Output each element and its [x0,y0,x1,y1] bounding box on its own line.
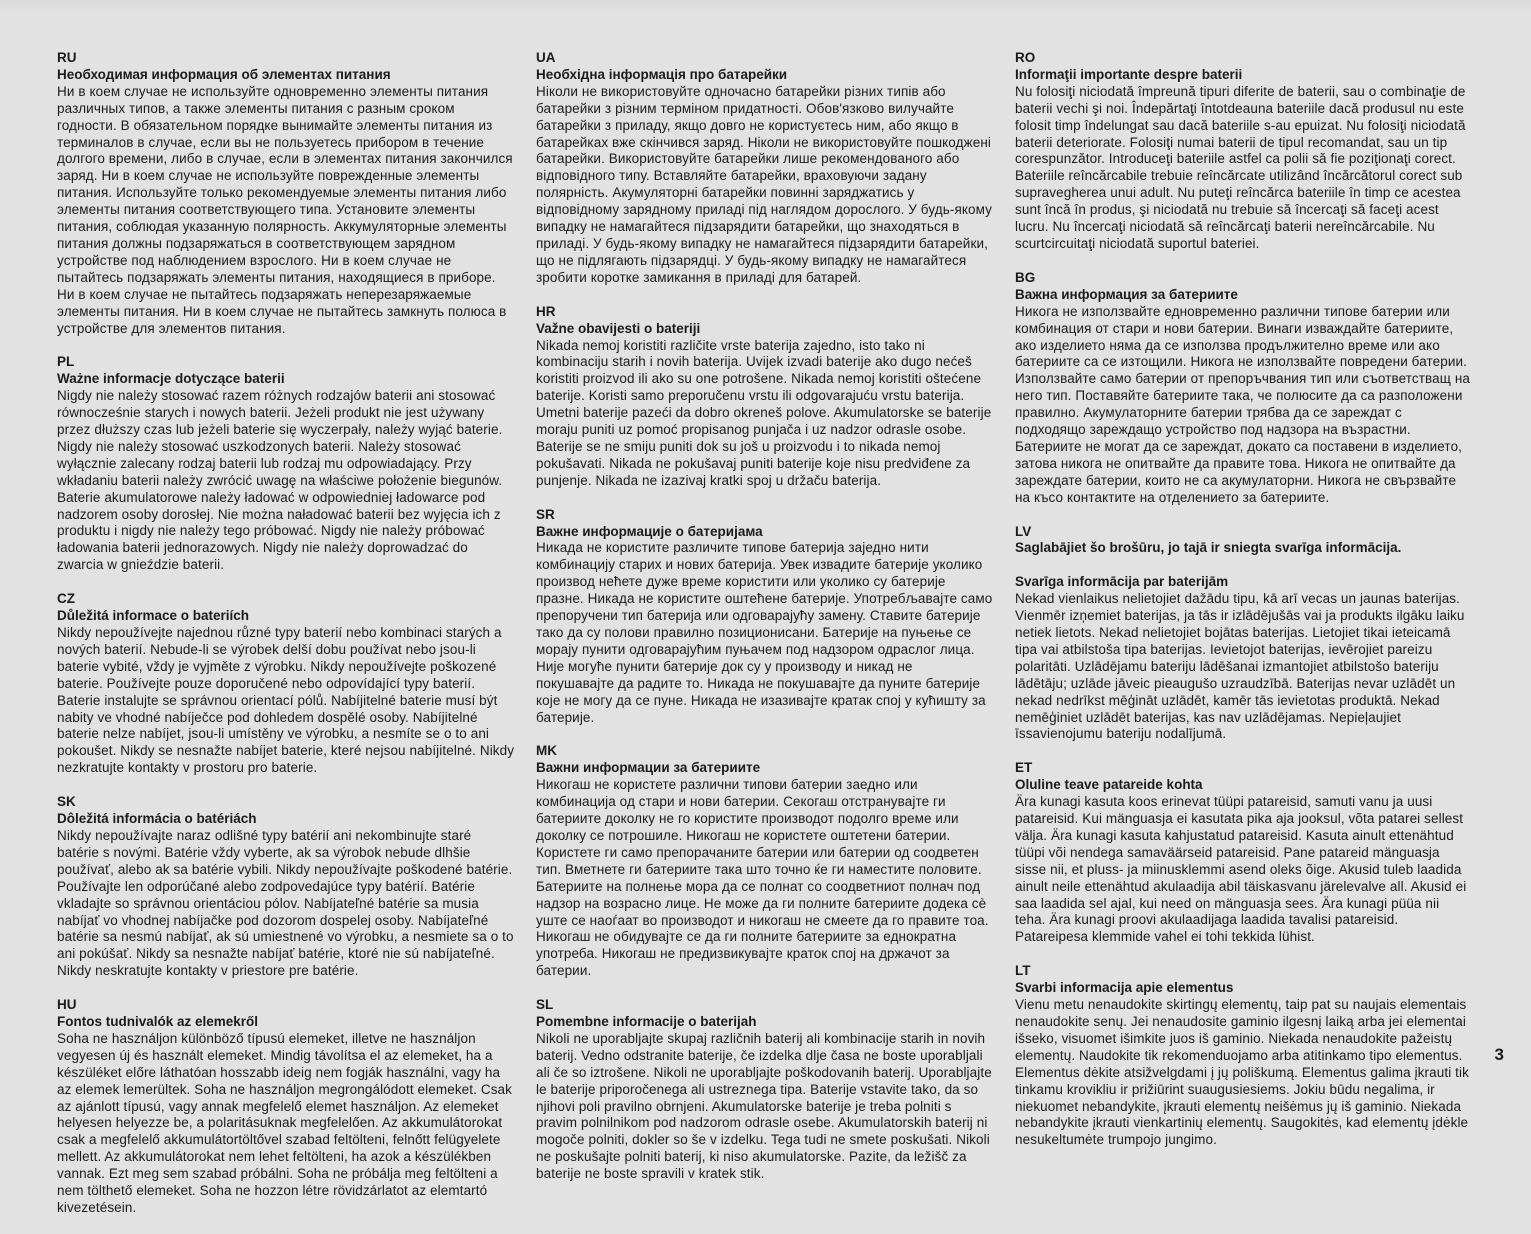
section-sl [536,997,994,1183]
language-code: RO [1015,50,1036,65]
section-body: Никога не използвайте едновременно различни типове батерии или комбинация от стари и нови батерии. Винаги изваждайте батериите, ако изделието няма да се използва продължително време или ако батериите са се изтощили. Никога не използвайте повредени батерии. Използвайте само батерии от препоръчвания тип или съответстващ на него тип. Поставяйте батериите така, че полюсите да са разположени правилно. Акумулаторните батерии трябва да се зареждат с подходящо зареждащо устройство под надзора на възрастни. Батериите не могат да се зареждат, докато са поставени в изделието, затова никога не опитвайте да правите това. Никога не опитвайте да зареждате батерии, които не са акумулаторни. Никога не свързвайте на късо контактите на отделението за батериите. [1015,303,1470,505]
section-body: Soha ne használjon különböző típusú elemeket, illetve ne használjon vegyesen új és használt elemeket. Mindig távolítsa el az elemeket, ha a készüléket előre láthatóan hosszabb ideig nem fogják használni, vagy ha az elemek lemerültek. Soha ne használjon megrongálódott elemeket. Csak az ajánlott típusú, vagy annak megfelelő elemet használjon. Az elemeket helyesen helyezze be, a polaritásuknak megfelelően. Az akkumulátorokat csak a megfelelő akkumulátortöltővel szabad feltölteni, felnőtt felügyelete mellett. Az akkumulátorokat nem lehet feltölteni, ha azok a készülékben vannak. Ezt meg sem szabad próbálni. Soha ne próbálja meg feltölteni a nem tölthető elemeket. Soha ne hozzon létre rövidzárlatot az elemtartó kivezetésein. [57,1030,512,1215]
section-cz [57,591,515,777]
section-et [1015,760,1473,946]
section-title: Fontos tudnivalók az elemekről [57,1014,259,1030]
section-hu [57,997,515,1217]
language-code: SR [536,506,555,522]
section-title: Svarbi informacija apie elementus [1015,980,1234,996]
section-body: Nigdy nie należy stosować razem różnych rodzajów baterii ani stosować równocześnie starych i nowych baterii. Jeżeli produkt nie jest używany przez dłuższy czas lub jeżeli baterie się wyczerpały, należy wyjąć baterie. Nigdy nie należy stosować uszkodzonych baterii. Należy stosować wyłącznie zalecany rodzaj baterii lub rodzaj mu odpowiadający. Przy wkładaniu baterii należy zwrócić uwagę na właściwe położenie biegunów. Baterie akumulatorowe należy ładować w odpowiedniej ładowarce pod nadzorem osoby dorosłej. Nie można naładować baterii bez wyjęcia ich z produktu i nigdy nie należy tego próbować. Nigdy nie należy próbować ładowania baterii jednorazowych. Nigdy nie należy doprowadzać do zwarcia w gnieździe baterii. [57,388,503,573]
section-body: Ни в коем случае не используйте одновременно элементы питания различных типов, а также элементы питания с разным сроком годности. В обязательном порядке вынимайте элементы питания из терминалов в случае, если вы не пользуетесь прибором в течение долгого времени, либо в случае, если в элементах питания закончился заряд. Ни в коем случае не используйте поврежденные элементы питания. Используйте только рекомендуемые элементы питания либо элементы питания соответствующего типа. Установите элементы питания, соблюдая указанную полярность. Аккумуляторные элементы питания должны подзаряжаться в соответствующем зарядном устройстве под наблюдением взрослого. Ни в коем случае не пытайтесь подзаряжать элементы питания, находящиеся в приборе. Ни в коем случае не пытайтесь подзаряжать неперезаряжаемые элементы питания. Ни в коем случае не пытайтесь замкнуть полюса в устройстве для элементов питания. [57,83,513,336]
section-body: Ніколи не використовуйте одночасно батарейки різних типів або батарейки з різним терміном придатності. Обов'язково вилучайте батарейки з приладу, якщо довго не користуєтесь ним, або якщо в батарейках вже скінчився заряд. Ніколи не використовуйте пошкоджені батарейки. Використовуйте батарейки лише рекомендованого або відповідного типу. Вставляйте батарейки, враховуючи задану полярність. Акумуляторні батарейки повинні заряджатись у відповідному зарядному приладі під наглядом дорослого. У будь-якому випадку не намагайтеся підзарядити батарейки, що знаходяться в приладі. У будь-якому випадку не намагайтеся підзарядити батарейки, що не підлягають підзарядці. У будь-якому випадку не намагайтеся зробити коротке замикання в приладі для батарей. [536,83,993,285]
section-body: Nekad vienlaikus nelietojiet dažādu tipu, kā arī vecas un jaunas baterijas. Vienmēr izņemiet baterijas, ja tās ir izlādējušās vai ja produkts ilgāku laiku netiek lietots. Nekad nelietojiet bojātas baterijas. Lietojiet tikai ieteicamā tipa vai atbilstoša tipa baterijas. Ievietojot baterijas, ievērojiet pareizu polaritāti. Uzlādējamu bateriju lādēšanai izmantojiet atbilstošo bateriju lādētāju; uzlāde jāveic pieaugušo uzraudzībā. Baterijas nevar uzlādēt un nekad nedrīkst mēģināt uzlādēt, kamēr tās ievietotas produktā. Nekad nemēģiniet uzlādēt baterijas, kas nav uzlādējamas. Nepieļaujiet īssavienojumu bateriju nodalījumā. [1015,591,1465,742]
section-body: Никада не користите различите типове батерија заједно нити комбинацију старих и нових батерија. Увек извадите батерије уколико производ нећете дуже време користити или уколико су батерије празне. Никада не користите оштећене батерије. Употребљавајте само препоручени тип батерија или одговарајућу замену. Ставите батерије тако да су полови правилно позиционисани. Батерије на пуњење се морају пунити одговарајућим пуњачем под надзором одраслог лица. Није могуће пунити батерије док су у производу и никад не покушавајте да радите то. Никада не покушавајте да пуните батерије које не могу да се пуне. Никада не изазивајте кратак спој у кућишту за батерије. [536,540,993,725]
language-code: SK [57,794,76,810]
section-mk [536,743,994,980]
language-code: PL [57,354,75,370]
section-hr [536,304,994,490]
language-code: LV [1015,523,1032,539]
section-title: Saglabājiet šo brošūru, jo tajā ir sniegta svarīga informācija. [1015,540,1402,556]
section-ro [1015,50,1473,253]
column-1 [57,50,515,1234]
section-title: Důležitá informace o bateriích [57,608,250,624]
section-body: Nikoli ne uporabljajte skupaj različnih baterij ali kombinacije starih in novih baterij. Vedno odstranite baterije, če izdelka dlje časa ne boste uporabljali ali če so iztrošene. Nikoli ne uporabljajte poškodovanih baterij. Uporabljajte le baterije priporočenega ali ustreznega tipa. Baterije vstavite tako, da so njihovi poli pravilno obrnjeni. Akumulatorske baterije je treba polniti s pravim polnilnikom pod nadzorom odrasle osebe. Akumulatorskih baterij ni mogoče polniti, dokler so še v izdelku. Tega tudi ne smete poskušati. Nikoli ne poskušajte polniti baterij, ki niso akumulatorske. Pazite, da ležišč za baterije ne boste spravili v kratek stik. [536,1030,992,1182]
section-body: Vienu metu nenaudokite skirtingų elementų, taip pat su naujais elementais nenaudokite senų. Jei nenaudosite gaminio ilgesnį laiką arba jei elementai išseko, visuomet išimkite juos iš gaminio. Niekada nenaudokite pažeistų elementų. Naudokite tik rekomenduojamo arba atitinkamo tipo elementus. Elementus dėkite atsižvelgdami į jų poliškumą. Elementus galima įkrauti tik tinkamu krovikliu ir prižiūrint suaugusiesiems. Jokiu būdu negalima, ir niekuomet nebandykite, įkrauti elementų neišėmus jų iš gaminio. Niekada nebandykite įkrauti vienkartinių elementų. Saugokitės, kad elementų įdėkle nesukeltumėte trumpojo jungimo. [1015,997,1469,1148]
section-sk [57,794,515,980]
section-title: Ważne informacje dotyczące baterii [57,371,285,387]
language-code: HR [536,303,556,319]
section-ru [57,50,515,337]
content-area [57,50,1511,1234]
section-lt [1015,963,1473,1149]
section-title: Важни информации за батериите [536,760,761,776]
page-number: 3 [1494,1045,1504,1064]
language-code: BG [1015,269,1036,285]
language-code: MK [536,743,557,759]
section-body: Nikdy nepoužívejte najednou různé typy baterií nebo kombinaci starých a nových baterií. Nebude-li se výrobek delší dobu používat nebo jsou-li baterie vybité, vždy je vyjměte z výrobku. Nikdy nepoužívejte poškozené baterie. Používejte pouze doporučené nebo odpovídající typy baterií. Baterie instalujte se správnou orientací pólů. Nabíjitelné baterie musí být nabity ve vhodné nabíječce pod dohledem dospělé osoby. Nabíjitelné baterie nelze nabíjet, jsou-li umístěny ve výrobku, a nesmíte se o to ani pokoušet. Nikdy se nesnažte nabíjet baterie, které nejsou nabíjitelné. Nikdy nezkratujte kontakty v prostoru pro baterie. [57,625,515,776]
section-title: Важна информация за батериите [1015,286,1238,302]
section-title: Važne obavijesti o bateriji [536,320,701,336]
language-code: LT [1015,963,1031,979]
section-title: Informaţii importante despre baterii [1015,66,1243,82]
section-body: Ära kunagi kasuta koos erinevat tüüpi patareisid, samuti vanu ja uusi patareisid. Kui mänguasja ei kasutata pika aja jooksul, võta patarei sellest välja. Ära kunagi kasuta kahjustatud patareisid. Kasuta ainult ettenähtud tüüpi või nendega samaväärseid patareisid. Pane patareid mänguasja sisse nii, et pluss- ja miinusklemmi asend oleks õige. Akusid tuleb laadida ainult neile ettenähtud akulaadija abil täiskasvanu järelevalve all. Akusid ei saa laadida sel ajal, kui need on mänguasja sees. Ära kunagi püüa nii teha. Ära kunagi proovi akulaadijaga laadida tavalisi patareisid. Patareipesa klemmide vahel ei tohi tekkida lühist. [1015,794,1467,945]
language-code: SL [536,997,554,1013]
section-title: Необхідна інформація про батарейки [536,66,788,82]
section-body: Nikada nemoj koristiti različite vrste baterija zajedno, isto tako ni kombinaciju starih i novih baterija. Uvijek izvadi baterije ako dugo nećeš koristiti proizvod ili ako su one potrošene. Nikada nemoj koristiti oštećene baterije. Koristi samo preporučenu vrstu ili odgovarajuću vrstu baterija. Umetni baterije pazeći da dobro okreneš polove. Akumulatorske se baterije moraju puniti uz pomoć propisanog punjača i uz nadzor odrasle osobe. Baterije se ne smiju puniti dok su još u proizvodu i to nikada nemoj pokušavati. Nikada ne pokušavaj puniti baterije koje nisu predviđene za punjenje. Nikada ne izazivaj kratki spoj u držaču baterija. [536,337,992,488]
section-body: Никогаш не користете различни типови батерии заедно или комбинација од стари и нови батерии. Секогаш отстранувајте ги батериите доколку не го користите производот подолго време или доколку се потрошиле. Никогаш не користете оштетени батерии. Користете ги само препорачаните батерии или батерии од соодветен тип. Вметнете ги батериите така што точно ќе ги наместите половите. Батериите на полнење мора да се полнат со соодветниот полнач под надзор на возрасно лице. Не може да ги полните батериите додека сè уште се наоѓаат во производот и никогаш не смеете да го правите тоа. Никогаш не обидувајте се да ги полните батериите за еднократна употреба. Никогаш не предизвикувајте краток спој на држачот за батерии. [536,777,989,979]
language-code: RU [57,50,77,65]
section-title: Важне информације о батеријама [536,523,763,539]
section-title: Dôležitá informácia o batériách [57,811,257,827]
language-code: UA [536,50,556,65]
column-3 [1015,50,1473,1234]
column-2 [536,50,994,1234]
language-code: HU [57,997,77,1013]
section-pl [57,354,515,574]
language-code: CZ [57,591,75,607]
section-lv [1015,524,1473,744]
section-body: Nu folosiţi niciodată împreună tipuri diferite de baterii, sau o combinaţie de baterii vechi şi noi. Îndepărtaţi întotdeauna bateriile dacă produsul nu este folosit timp îndelungat sau dacă bateriile s-au epuizat. Nu folosiţi niciodată baterii deteriorate. Folosiţi numai baterii de tipul recomandat, sau un tip corespunzător. Introduceţi bateriile astfel ca polii să fie poziţionaţi corect. Bateriile reîncărcabile trebuie reîncărcate utilizând încărcătorul corect sub supravegherea unui adult. Nu puteţi reîncărca bateriile în timp ce acestea sunt încă în produs, şi niciodată nu trebuie să încercaţi să faceţi acest lucru. Nu încercaţi niciodată să reîncărcaţi baterii nereîncărcabile. Nu scurtcircuitaţi niciodată suportul bateriei. [1015,83,1466,251]
language-code: ET [1015,760,1033,776]
section-title: Oluline teave patareide kohta [1015,777,1203,793]
section-bg [1015,270,1473,507]
section-ua [536,50,994,287]
section-subtitle: Svarīga informācija par baterijām [1015,574,1229,590]
section-sr [536,507,994,727]
section-title: Pomembne informacije o baterijah [536,1014,757,1030]
section-title: Необходимая информация об элементах питания [57,66,391,82]
section-body: Nikdy nepoužívajte naraz odlišné typy batérií ani nekombinujte staré batérie s novými. Batérie vždy vyberte, ak sa výrobok nebude dlhšie používať, alebo ak sa batérie vybili. Nikdy nepoužívajte poškodené batérie. Používajte len odporúčané alebo zodpovedajúce typy batérií. Batérie vkladajte so správnou orientáciou pólov. Nabíjateľné batérie sa musia nabíjať vo vhodnej nabíjačke pod dozorom dospelej osoby. Nabíjateľné batérie sa nesmú nabíjať, ak sú umiestnené vo výrobku, a nesmiete sa o to ani pokúšať. Nikdy sa nesnažte nabíjať batérie, ktoré nie sú nabíjateľné. Nikdy neskratujte kontakty v priestore pre batérie. [57,827,514,979]
